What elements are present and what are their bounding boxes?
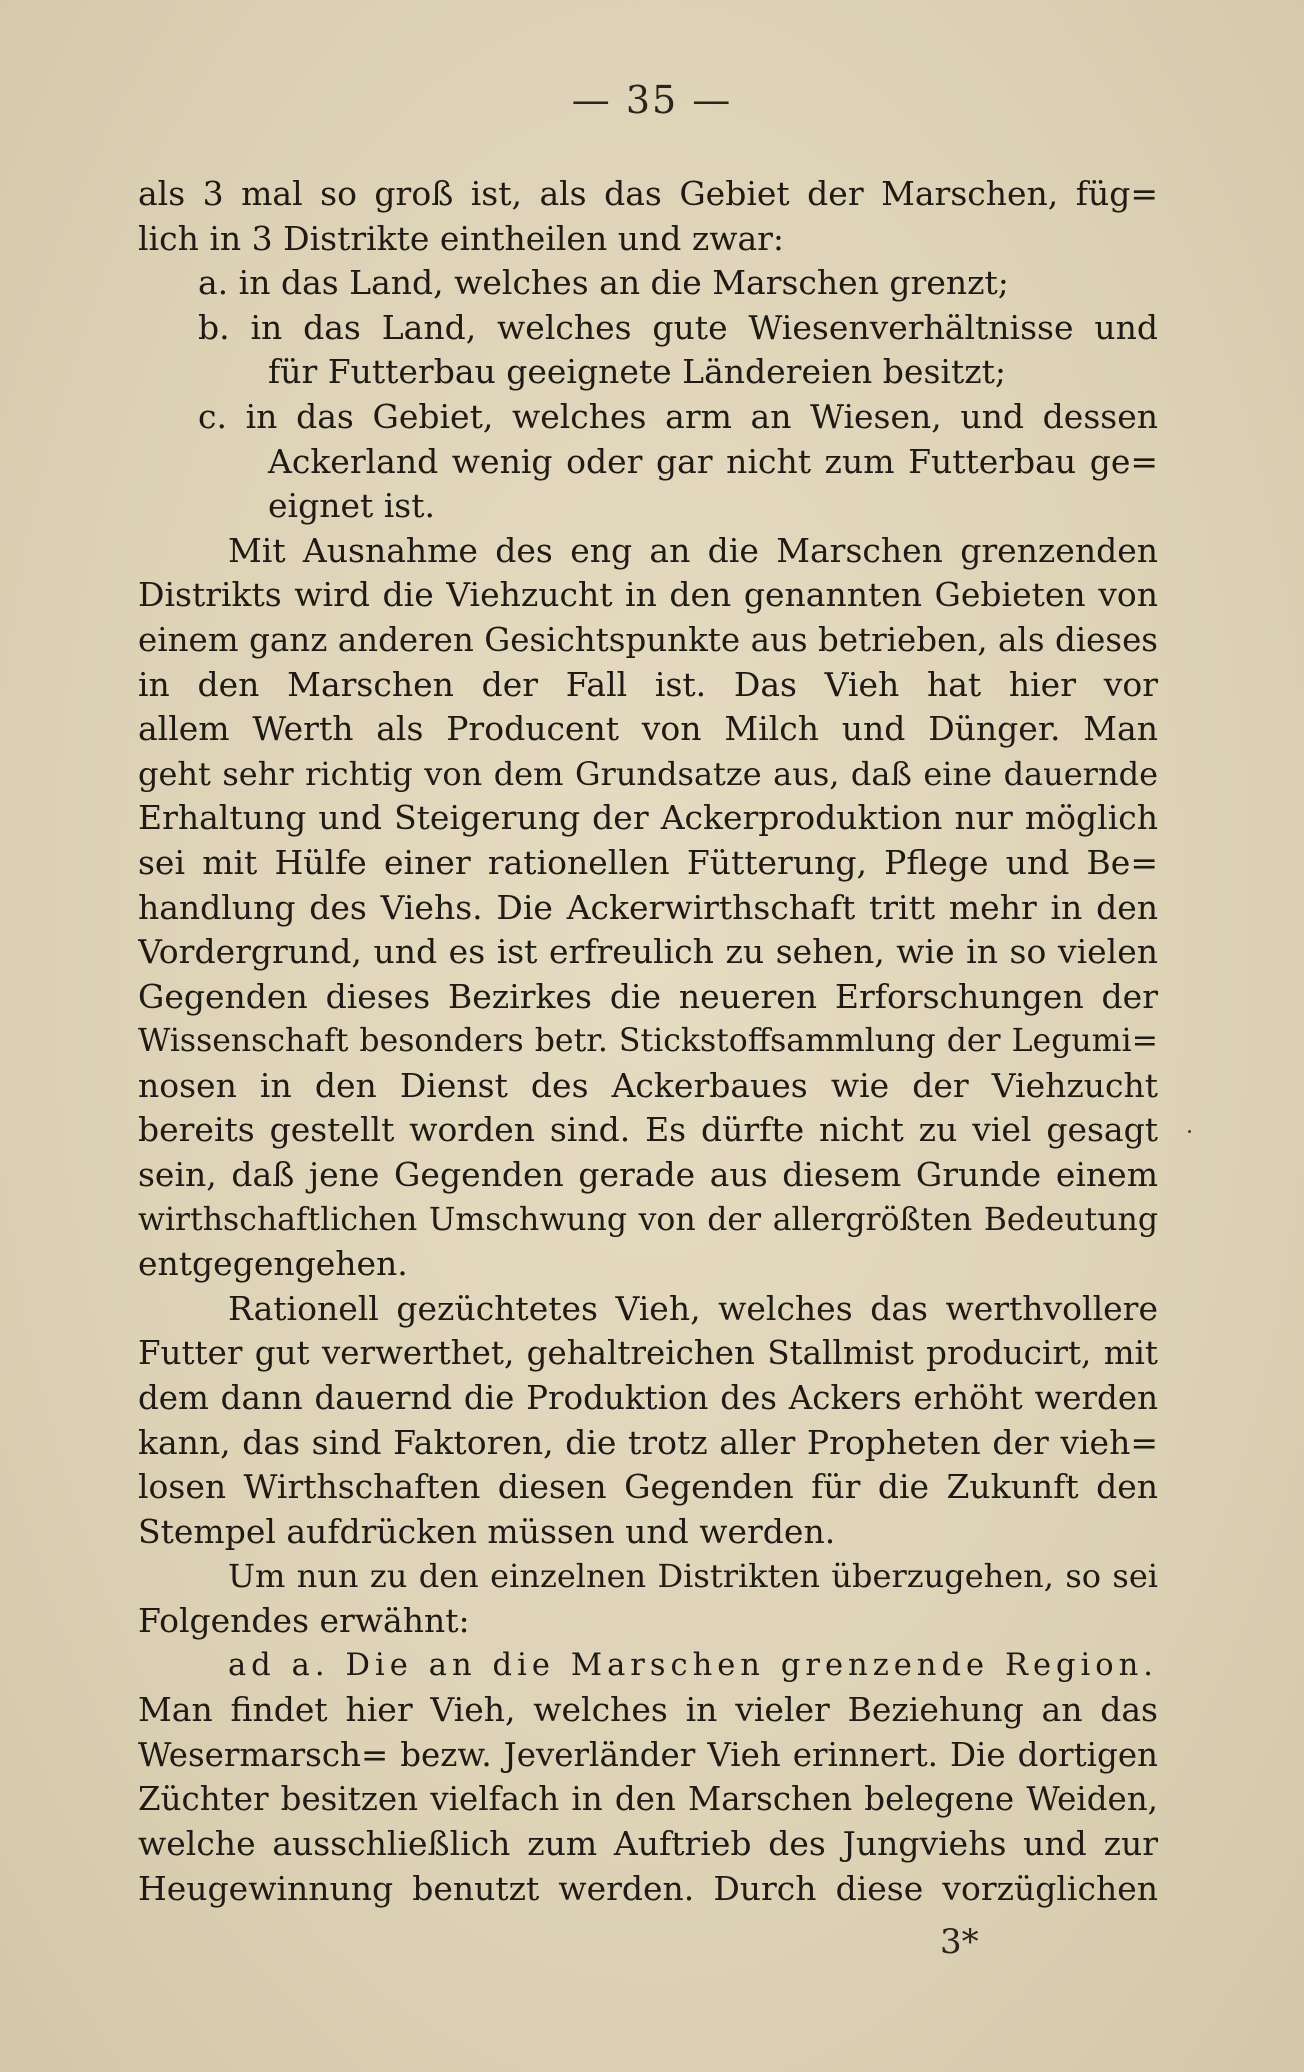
text-line: Heugewinnung benutzt werden. Durch diese vorzüglichen <box>138 1868 1158 1908</box>
text-line: bereits gestellt worden sind. Es dürfte nicht zu viel gesagt <box>138 1110 1158 1150</box>
text-line: Wesermarsch= bezw. Jeverländer Vieh erinnert. Die dortigen <box>138 1735 1158 1774</box>
text-line: Um nun zu den einzelnen Distrikten überzugehen, so sei <box>228 1557 1158 1596</box>
text-line: Gegenden dieses Bezirkes die neueren Erforschungen der <box>138 976 1158 1016</box>
signature-mark: 3* <box>940 1922 979 1962</box>
print-speck <box>1188 1130 1191 1133</box>
text-line: dem dann dauernd die Produktion des Ackers erhöht werden <box>138 1379 1158 1418</box>
text-line: Distrikts wird die Viehzucht in den genannten Gebieten von <box>138 575 1158 615</box>
text-line: sei mit Hülfe einer rationellen Fütterung, Pflege und Be= <box>138 842 1158 882</box>
text-line: Folgendes erwähnt: <box>138 1601 470 1640</box>
text-line: Vordergrund, und es ist erfreulich zu sehen, wie in so vielen <box>138 932 1158 972</box>
text-line: einem ganz anderen Gesichtspunkte aus betrieben, als dieses <box>138 620 1158 659</box>
text-line: ad a. Die an die Marschen grenzende Region. <box>228 1647 1158 1683</box>
text-line: b. in das Land, welches gute Wiesenverhältnisse und <box>198 307 1158 347</box>
text-line: Rationell gezüchtetes Vieh, welches das werthvollere <box>228 1288 1158 1328</box>
text-line: Wissenschaft besonders betr. Stickstoffsammlung der Legumi= <box>138 1023 1158 1060</box>
text-line: wirthschaftlichen Umschwung von der allergrößten Bedeutung <box>138 1201 1158 1238</box>
text-line: geht sehr richtig von dem Grundsatze aus, daß eine dauernde <box>138 754 1158 793</box>
text-line: eignet ist. <box>268 486 435 526</box>
text-line: allem Werth als Producent von Milch und Dünger. Man <box>138 709 1158 749</box>
text-line: entgegengehen. <box>138 1244 408 1284</box>
page-number: — 35 — <box>571 78 733 122</box>
text-line: kann, das sind Faktoren, die trotz aller Propheten der vieh= <box>138 1422 1158 1462</box>
text-line: für Futterbau geeignete Ländereien besitzt; <box>268 352 1006 392</box>
text-line: Mit Ausnahme des eng an die Marschen grenzenden <box>228 530 1158 570</box>
text-line: lich in 3 Distrikte eintheilen und zwar: <box>138 218 785 258</box>
text-line: Stempel aufdrücken müssen und werden. <box>138 1511 836 1551</box>
text-line: c. in das Gebiet, welches arm an Wiesen, und dessen <box>198 396 1158 436</box>
text-line: sein, daß jene Gegenden gerade aus diesem Grunde einem <box>138 1155 1158 1195</box>
text-line: Ackerland wenig oder gar nicht zum Futterbau ge= <box>268 441 1158 481</box>
text-line: als 3 mal so groß ist, als das Gebiet der Marschen, füg= <box>138 174 1158 213</box>
text-line: Futter gut verwerthet, gehaltreichen Stallmist producirt, mit <box>138 1334 1158 1373</box>
text-line: nosen in den Dienst des Ackerbaues wie der Viehzucht <box>138 1065 1158 1105</box>
text-line: welche ausschließlich zum Auftrieb des Jungviehs und zur <box>138 1823 1158 1863</box>
text-line: Erhaltung und Steigerung der Ackerproduktion nur möglich <box>138 798 1158 838</box>
text-line: in den Marschen der Fall ist. Das Vieh hat hier vor <box>138 664 1158 704</box>
body-text <box>138 172 1158 1911</box>
text-line: a. in das Land, welches an die Marschen grenzt; <box>198 263 1009 303</box>
text-line: Züchter besitzen vielfach in den Marschen belegene Weiden, <box>138 1780 1158 1819</box>
text-line: Man findet hier Vieh, welches in vieler Beziehung an das <box>138 1690 1158 1730</box>
text-line: handlung des Viehs. Die Ackerwirthschaft tritt mehr in den <box>138 887 1158 927</box>
text-line: losen Wirthschaften diesen Gegenden für die Zukunft den <box>138 1467 1158 1507</box>
